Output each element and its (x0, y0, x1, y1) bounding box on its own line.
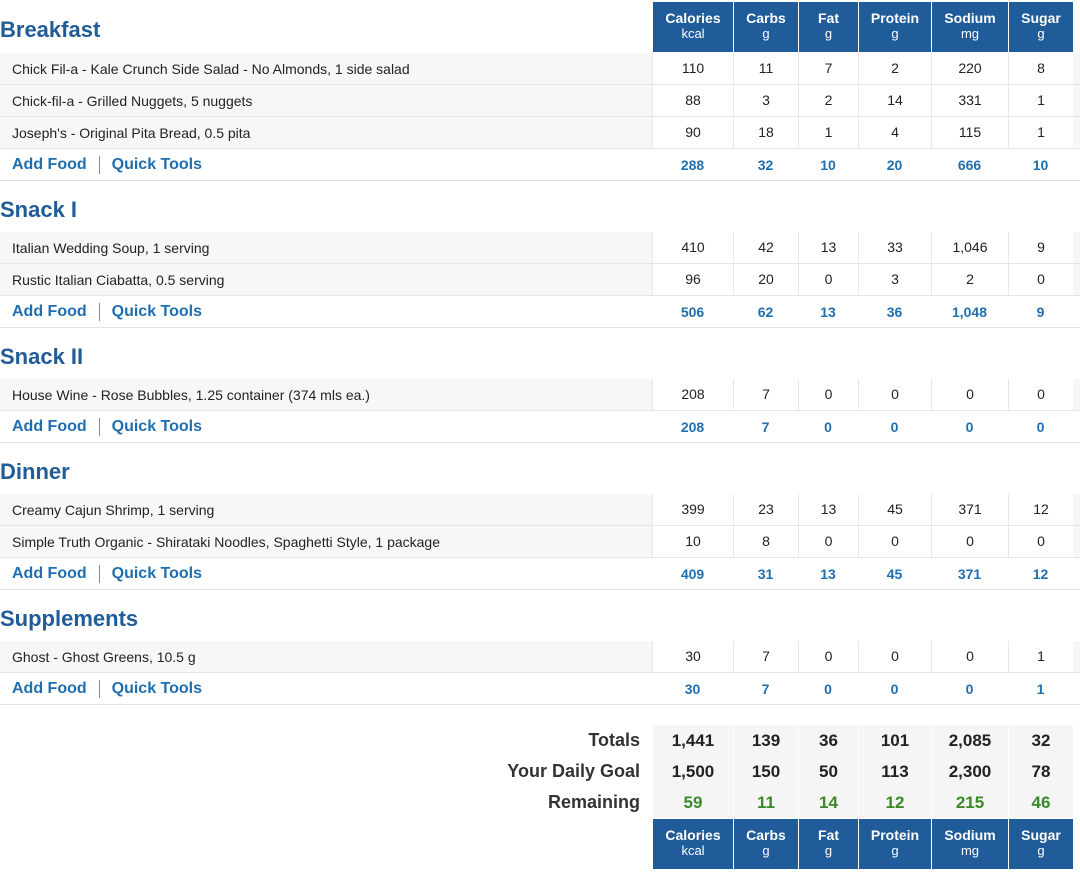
food-name[interactable]: House Wine - Rose Bubbles, 1.25 container (374 mls ea.) (12, 386, 370, 403)
fat-value: 7 (798, 53, 858, 84)
protein-value: 0 (858, 379, 931, 410)
sodium-value: 2 (931, 264, 1008, 295)
sugar-value: 9 (1008, 232, 1073, 263)
calories-total: 506 (680, 303, 705, 320)
protein-total: 0 (890, 418, 899, 435)
sodium-total: 371 (957, 565, 982, 582)
meal-totals-row (0, 411, 1080, 443)
fat-total: 13 (820, 565, 836, 582)
column-unit: g (891, 26, 899, 41)
protein-value: 0 (858, 641, 931, 672)
fat-total: 13 (820, 303, 836, 320)
meal-totals-row (0, 296, 1080, 328)
meal-totals-row (0, 673, 1080, 705)
sodium-goal: 2,300 (931, 756, 1008, 787)
sodium-value: 220 (931, 53, 1008, 84)
column-unit: mg (960, 26, 980, 41)
protein-value: 0 (858, 526, 931, 557)
meal-actions (0, 418, 652, 436)
column-name: Sodium (944, 827, 996, 843)
carbs-value: 11 (733, 53, 798, 84)
quick-tools-link[interactable]: Quick Tools (111, 302, 203, 320)
calories-total: 30 (684, 680, 701, 697)
food-row[interactable] (0, 117, 1080, 149)
calories-value: 88 (652, 85, 733, 116)
meal-title-dinner: Dinner (0, 459, 70, 484)
calories-value: 208 (652, 379, 733, 410)
column-name: Sugar (1021, 827, 1061, 843)
sugar-total: 12 (1032, 565, 1049, 582)
calories-value: 90 (652, 117, 733, 148)
carbs-total: 62 (757, 303, 774, 320)
column-name: Protein (870, 827, 920, 843)
carbs-value: 42 (733, 232, 798, 263)
calories-value: 399 (652, 494, 733, 525)
sodium-value: 115 (931, 117, 1008, 148)
calories-value: 30 (652, 641, 733, 672)
add-food-link[interactable]: Add Food (12, 417, 87, 435)
sodium-value: 331 (931, 85, 1008, 116)
sugar-value: 8 (1008, 53, 1073, 84)
carbs-value: 7 (733, 379, 798, 410)
meal-actions (0, 156, 652, 174)
food-row[interactable] (0, 85, 1080, 117)
sugar-total: 10 (1032, 156, 1049, 173)
carbs-value: 3 (733, 85, 798, 116)
fat-value: 0 (798, 379, 858, 410)
meal-actions (0, 680, 652, 698)
sodium-total: 1,048 (951, 303, 988, 320)
sugar-grand-total: 32 (1008, 725, 1073, 756)
fat-value: 0 (798, 264, 858, 295)
fat-remaining: 14 (798, 787, 858, 818)
calories-value: 96 (652, 264, 733, 295)
sodium-value: 0 (931, 379, 1008, 410)
column-unit: kcal (681, 26, 705, 41)
sugar-value: 0 (1008, 379, 1073, 410)
column-sugar (1009, 2, 1074, 52)
food-name[interactable]: Chick-fil-a - Grilled Nuggets, 5 nuggets (12, 92, 253, 109)
sugar-total: 0 (1036, 418, 1045, 435)
column-name: Protein (870, 10, 920, 26)
carbs-total: 31 (757, 565, 774, 582)
food-name[interactable]: Chick Fil-a - Kale Crunch Side Salad - No Almonds, 1 side salad (12, 60, 410, 77)
column-fat (799, 819, 859, 869)
divider (99, 303, 100, 321)
sugar-value: 1 (1008, 117, 1073, 148)
fat-total: 10 (820, 156, 836, 173)
divider (99, 680, 100, 698)
food-name[interactable]: Italian Wedding Soup, 1 serving (12, 239, 210, 256)
add-food-link[interactable]: Add Food (12, 302, 87, 320)
sugar-goal: 78 (1008, 756, 1073, 787)
remaining-row (0, 787, 1080, 818)
meal-totals-row (0, 149, 1080, 181)
column-calories (653, 819, 734, 869)
sodium-total: 0 (965, 680, 974, 697)
food-name[interactable]: Simple Truth Organic - Shirataki Noodles, Spaghetti Style, 1 package (12, 533, 440, 550)
column-protein (859, 819, 932, 869)
fat-total: 0 (824, 680, 832, 697)
food-name[interactable]: Creamy Cajun Shrimp, 1 serving (12, 501, 215, 518)
column-name: Carbs (746, 827, 786, 843)
calories-goal: 1,500 (652, 756, 733, 787)
sodium-total: 0 (965, 418, 974, 435)
column-protein (859, 2, 932, 52)
column-unit: g (762, 843, 770, 858)
column-header-bottom (653, 819, 1074, 869)
column-name: Fat (818, 827, 839, 843)
meal-totals-row (0, 558, 1080, 590)
column-name: Sugar (1021, 10, 1061, 26)
fat-goal: 50 (798, 756, 858, 787)
column-unit: g (1037, 26, 1045, 41)
sodium-value: 0 (931, 641, 1008, 672)
fat-value: 13 (798, 494, 858, 525)
totals-row (0, 725, 1080, 756)
divider (99, 418, 100, 436)
column-unit: kcal (681, 843, 705, 858)
add-food-link[interactable]: Add Food (12, 564, 87, 582)
protein-value: 45 (858, 494, 931, 525)
fat-value: 13 (798, 232, 858, 263)
protein-total: 20 (886, 156, 903, 173)
protein-value: 4 (858, 117, 931, 148)
fat-total: 0 (824, 418, 832, 435)
food-row[interactable] (0, 494, 1080, 526)
sodium-value: 371 (931, 494, 1008, 525)
column-carbs (734, 819, 799, 869)
sugar-value: 1 (1008, 85, 1073, 116)
quick-tools-link[interactable]: Quick Tools (111, 679, 203, 697)
meal-title-snack-1: Snack I (0, 197, 78, 222)
column-sugar (1009, 819, 1074, 869)
column-unit: g (762, 26, 770, 41)
column-unit: g (891, 843, 899, 858)
sugar-value: 0 (1008, 526, 1073, 557)
column-header-top (653, 2, 1074, 52)
calories-total: 208 (680, 418, 705, 435)
add-food-link[interactable]: Add Food (12, 679, 87, 697)
daily-goal-label: Your Daily Goal (507, 761, 640, 781)
quick-tools-link[interactable]: Quick Tools (111, 564, 203, 582)
food-name[interactable]: Ghost - Ghost Greens, 10.5 g (12, 648, 196, 665)
food-row[interactable] (0, 53, 1080, 85)
column-name: Carbs (746, 10, 786, 26)
sodium-value: 1,046 (931, 232, 1008, 263)
protein-value: 2 (858, 53, 931, 84)
meal-actions (0, 565, 652, 583)
meal-title-supplements: Supplements (0, 606, 139, 631)
carbs-value: 7 (733, 641, 798, 672)
carbs-value: 20 (733, 264, 798, 295)
calories-total: 288 (680, 156, 705, 173)
sodium-remaining: 215 (931, 787, 1008, 818)
protein-grand-total: 101 (858, 725, 931, 756)
carbs-total: 7 (761, 680, 770, 697)
sugar-value: 1 (1008, 641, 1073, 672)
protein-total: 0 (890, 680, 899, 697)
column-name: Calories (665, 10, 721, 26)
food-name[interactable]: Joseph's - Original Pita Bread, 0.5 pita (12, 124, 251, 141)
daily-goal-row (0, 756, 1080, 787)
add-food-link[interactable]: Add Food (12, 155, 87, 173)
column-name: Calories (665, 827, 721, 843)
sugar-remaining: 46 (1008, 787, 1073, 818)
calories-total: 409 (680, 565, 705, 582)
quick-tools-link[interactable]: Quick Tools (111, 417, 203, 435)
column-fat (799, 2, 859, 52)
meal-title-breakfast: Breakfast (0, 17, 101, 42)
carbs-goal: 150 (733, 756, 798, 787)
carbs-total: 7 (761, 418, 770, 435)
food-row[interactable] (0, 232, 1080, 264)
food-name[interactable]: Rustic Italian Ciabatta, 0.5 serving (12, 271, 225, 288)
protein-total: 36 (886, 303, 903, 320)
protein-value: 14 (858, 85, 931, 116)
divider (99, 156, 100, 174)
protein-remaining: 12 (858, 787, 931, 818)
column-sodium (932, 2, 1009, 52)
column-unit: mg (960, 843, 980, 858)
food-row[interactable] (0, 264, 1080, 296)
protein-goal: 113 (858, 756, 931, 787)
food-row[interactable] (0, 379, 1080, 411)
column-unit: g (824, 843, 833, 858)
remaining-label: Remaining (547, 792, 640, 812)
carbs-value: 18 (733, 117, 798, 148)
sodium-total: 666 (957, 156, 982, 173)
column-carbs (734, 2, 799, 52)
sugar-total: 9 (1036, 303, 1045, 320)
fat-value: 1 (798, 117, 858, 148)
fat-value: 2 (798, 85, 858, 116)
calories-remaining: 59 (652, 787, 733, 818)
column-sodium (932, 819, 1009, 869)
sodium-grand-total: 2,085 (931, 725, 1008, 756)
sugar-value: 12 (1008, 494, 1073, 525)
fat-value: 0 (798, 641, 858, 672)
column-unit: g (824, 26, 833, 41)
meal-actions (0, 303, 652, 321)
carbs-total: 32 (757, 156, 774, 173)
divider (99, 565, 100, 583)
sugar-total: 1 (1036, 680, 1045, 697)
fat-value: 0 (798, 526, 858, 557)
carbs-value: 23 (733, 494, 798, 525)
sugar-value: 0 (1008, 264, 1073, 295)
totals-label: Totals (588, 730, 640, 750)
carbs-remaining: 11 (733, 787, 798, 818)
calories-value: 110 (652, 53, 733, 84)
meal-title-snack-2: Snack II (0, 344, 84, 369)
calories-value: 10 (652, 526, 733, 557)
column-name: Fat (818, 10, 839, 26)
calories-value: 410 (652, 232, 733, 263)
food-row[interactable] (0, 526, 1080, 558)
protein-value: 3 (858, 264, 931, 295)
fat-grand-total: 36 (798, 725, 858, 756)
calories-grand-total: 1,441 (652, 725, 733, 756)
column-name: Sodium (944, 10, 996, 26)
protein-value: 33 (858, 232, 931, 263)
carbs-value: 8 (733, 526, 798, 557)
protein-total: 45 (886, 565, 903, 582)
column-calories (653, 2, 734, 52)
quick-tools-link[interactable]: Quick Tools (111, 155, 203, 173)
food-row[interactable] (0, 641, 1080, 673)
sodium-value: 0 (931, 526, 1008, 557)
carbs-grand-total: 139 (733, 725, 798, 756)
column-unit: g (1037, 843, 1045, 858)
